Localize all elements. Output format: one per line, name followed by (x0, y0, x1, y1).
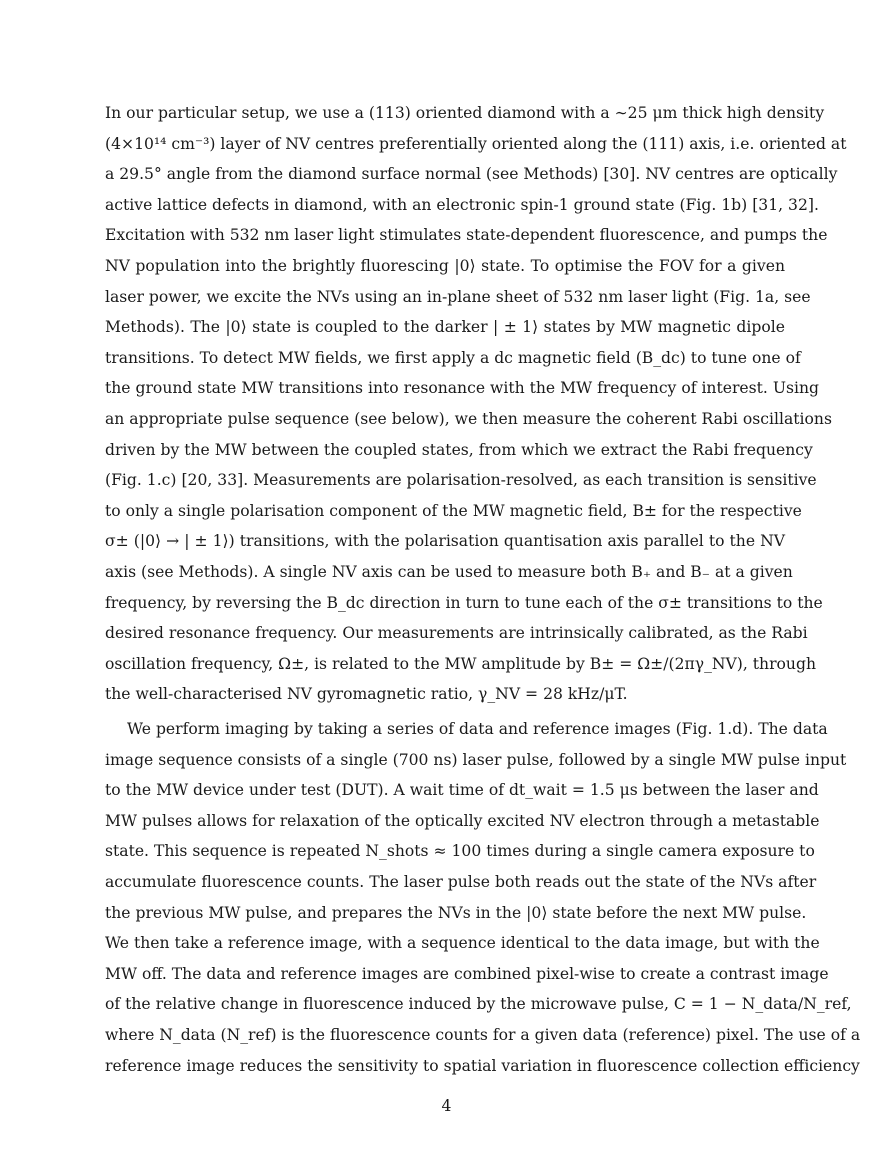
text-line: desired resonance frequency. Our measurements are intrinsically calibrated, as the Rabi (105, 624, 808, 643)
text-line: NV population into the brightly fluorescing |0⟩ state. To optimise the FOV for a given (105, 256, 785, 275)
page-number: 4 (441, 1097, 452, 1115)
text-line: an appropriate pulse sequence (see below), we then measure the coherent Rabi oscillations (105, 409, 832, 428)
text-line: transitions. To detect MW fields, we first apply a dc magnetic field (B_dc) to tune one of (105, 348, 801, 367)
paragraph-1 (105, 98, 847, 710)
text-line: oscillation frequency, Ω±, is related to the MW amplitude by B± = Ω±/(2πγ_NV), through (105, 654, 816, 673)
text-line: of the relative change in fluorescence induced by the microwave pulse, C = 1 − N_data/N_ref, (105, 995, 852, 1014)
text-line: laser power, we excite the NVs using an in-plane sheet of 532 nm laser light (Fig. 1a, see (105, 287, 811, 306)
text-line: driven by the MW between the coupled states, from which we extract the Rabi frequency (105, 440, 813, 459)
text-line: We perform imaging by taking a series of data and reference images (Fig. 1.d). The data (127, 720, 828, 738)
text-line: the well-characterised NV gyromagnetic ratio, γ_NV = 28 kHz/μT. (105, 685, 628, 704)
text-line: MW pulses allows for relaxation of the optically excited NV electron through a metastable (105, 811, 820, 830)
text-line: the ground state MW transitions into resonance with the MW frequency of interest. Using (105, 379, 819, 398)
paragraph-2 (105, 714, 861, 1081)
text-line: Methods). The |0⟩ state is coupled to the darker | ± 1⟩ states by MW magnetic dipole (105, 318, 785, 337)
text-line: MW off. The data and reference images are combined pixel-wise to create a contrast image (105, 964, 829, 983)
text-line: active lattice defects in diamond, with an electronic spin-1 ground state (Fig. 1b) [31, 32]. (105, 195, 819, 214)
text-line: reference image reduces the sensitivity to spatial variation in fluorescence collection efficiency (105, 1056, 860, 1075)
text-line: to the MW device under test (DUT). A wait time of dt_wait = 1.5 μs between the laser and (105, 781, 819, 800)
text-line: σ± (|0⟩ → | ± 1⟩) transitions, with the polarisation quantisation axis parallel to the NV (105, 532, 785, 551)
text-line: where N_data (N_ref) is the fluorescence counts for a given data (reference) pixel. The use of a (105, 1025, 861, 1044)
text-line: (4×10¹⁴ cm⁻³) layer of NV centres preferentially oriented along the (111) axis, i.e. oriented at (105, 134, 847, 153)
text-line: to only a single polarisation component of the MW magnetic field, B± for the respective (105, 501, 802, 520)
text-line: state. This sequence is repeated N_shots ≈ 100 times during a single camera exposure to (105, 842, 815, 861)
text-line: (Fig. 1.c) [20, 33]. Measurements are polarisation-resolved, as each transition is sensitive (105, 471, 817, 490)
text-line: the previous MW pulse, and prepares the NVs in the |0⟩ state before the next MW pulse. (105, 903, 807, 922)
text-line: In our particular setup, we use a (113) oriented diamond with a ∼25 μm thick high density (105, 104, 825, 122)
text-line: accumulate fluorescence counts. The laser pulse both reads out the state of the NVs after (105, 872, 817, 891)
text-line: frequency, by reversing the B_dc direction in turn to tune each of the σ± transitions to the (105, 593, 823, 612)
text-line: Excitation with 532 nm laser light stimulates state-dependent fluorescence, and pumps the (105, 226, 828, 245)
text-line: image sequence consists of a single (700 ns) laser pulse, followed by a single MW pulse input (105, 750, 847, 769)
text-line: We then take a reference image, with a sequence identical to the data image, but with the (105, 934, 820, 953)
text-line: axis (see Methods). A single NV axis can be used to measure both B₊ and B₋ at a given (105, 562, 793, 581)
text-line: a 29.5° angle from the diamond surface normal (see Methods) [30]. NV centres are optically (105, 165, 838, 184)
